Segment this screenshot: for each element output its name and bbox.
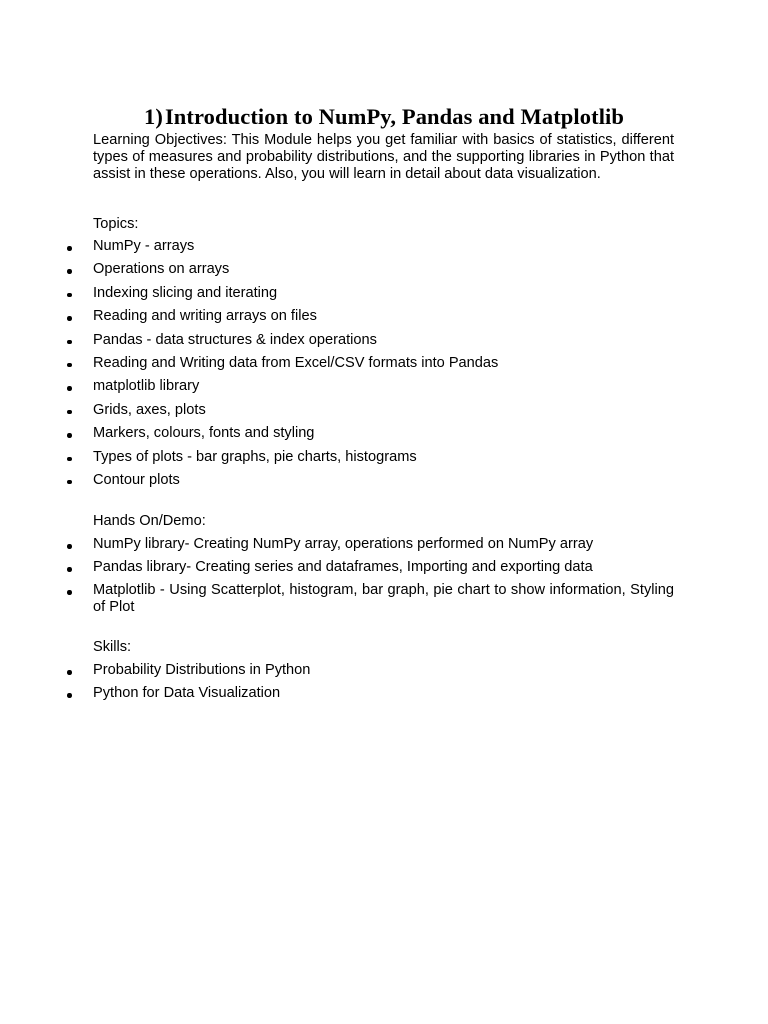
list-item-text: Pandas library- Creating series and dataframes, Importing and exporting data	[93, 559, 593, 575]
list-item-text: Pandas - data structures & index operations	[93, 331, 377, 348]
learning-objectives-paragraph: Learning Objectives: This Module helps you get familiar with basics of statistics, different types of measures and probability distributions, and the supporting libraries in Python that assist in these operations. Also, you will learn in detail about data visualization.	[93, 132, 674, 183]
skills-list	[0, 662, 768, 708]
list-item-text: Probability Distributions in Python	[93, 662, 311, 678]
bullet-icon	[67, 269, 72, 274]
list-item	[0, 355, 768, 372]
list-item-text: Markers, colours, fonts and styling	[93, 425, 315, 442]
list-item-text: Reading and Writing data from Excel/CSV formats into Pandas	[93, 354, 499, 371]
bullet-icon	[67, 363, 72, 368]
bullet-icon	[67, 590, 72, 595]
list-item-text: NumPy library- Creating NumPy array, operations performed on NumPy array	[93, 536, 594, 552]
list-item-text: Reading and writing arrays on files	[93, 308, 317, 325]
list-item-text: NumPy - arrays	[93, 238, 195, 254]
title-number: 1)	[143, 104, 163, 130]
list-item	[0, 662, 768, 679]
list-item	[0, 285, 768, 302]
topics-label: Topics:	[93, 216, 139, 232]
list-item-text: Python for Data Visualization	[93, 685, 281, 701]
bullet-icon	[67, 457, 72, 462]
list-item	[0, 332, 768, 349]
list-item-text: matplotlib library	[93, 378, 200, 395]
bullet-icon	[67, 693, 72, 698]
bullet-icon	[67, 340, 72, 345]
skills-label: Skills:	[93, 639, 132, 655]
list-item	[0, 238, 768, 255]
list-item-text: Matplotlib - Using Scatterplot, histogram, bar graph, pie chart to show information, Styling of Plot	[93, 582, 674, 615]
list-item	[0, 261, 768, 278]
page-title	[0, 101, 768, 133]
bullet-icon	[67, 433, 72, 438]
list-item-text: Grids, axes, plots	[93, 401, 206, 418]
bullet-icon	[67, 316, 72, 321]
bullet-icon	[67, 410, 72, 415]
list-item	[0, 308, 768, 325]
list-item-text: Types of plots - bar graphs, pie charts, histograms	[93, 448, 417, 465]
bullet-icon	[67, 567, 72, 572]
list-item-text: Contour plots	[93, 471, 180, 488]
bullet-icon	[67, 246, 72, 251]
hands-on-label: Hands On/Demo:	[93, 513, 206, 529]
bullet-icon	[67, 293, 72, 298]
list-item	[0, 378, 768, 395]
list-item-text: Indexing slicing and iterating	[93, 284, 278, 301]
title-text: Introduction to NumPy, Pandas and Matplotlib	[164, 104, 625, 130]
topics-list	[0, 238, 768, 495]
list-item	[0, 685, 768, 702]
bullet-icon	[67, 480, 72, 485]
list-item	[0, 425, 768, 442]
list-item	[0, 582, 768, 616]
bullet-icon	[67, 670, 72, 675]
bullet-icon	[67, 544, 72, 549]
hands-on-list	[0, 536, 768, 622]
bullet-icon	[67, 386, 72, 391]
list-item-text: Operations on arrays	[93, 261, 230, 278]
list-item	[0, 536, 768, 553]
list-item	[0, 449, 768, 466]
list-item	[0, 472, 768, 489]
list-item	[0, 402, 768, 419]
list-item	[0, 559, 768, 576]
